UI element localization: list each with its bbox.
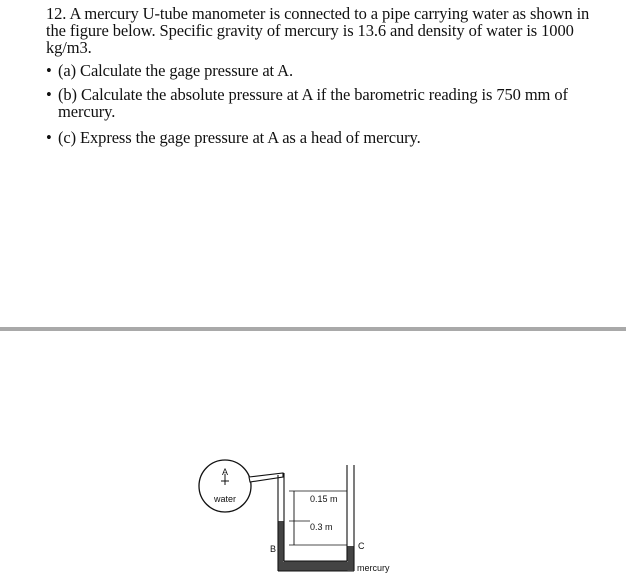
water-label: water — [214, 494, 237, 504]
manometer-diagram — [190, 455, 420, 579]
question-a — [46, 62, 606, 79]
problem-statement — [46, 5, 606, 146]
bullet-icon: • — [46, 128, 52, 147]
question-c-text: (c) Express the gage pressure at A as a head of mercury. — [58, 128, 421, 147]
question-a-text: (a) Calculate the gage pressure at A. — [58, 61, 293, 80]
bullet-icon: • — [46, 85, 52, 104]
mercury-label: mercury — [357, 563, 390, 573]
point-c-label: C — [358, 541, 365, 551]
slide-divider — [0, 327, 626, 331]
question-b — [46, 86, 606, 120]
manometer-figure — [190, 455, 420, 579]
point-a-label: A — [222, 467, 229, 477]
question-b-text: (b) Calculate the absolute pressure at A if the barometric reading is 750 mm of mercury. — [58, 85, 568, 121]
right-limb-mercury — [348, 546, 354, 571]
bend-mercury — [279, 562, 354, 571]
dimension-upper-label: 0.15 m — [310, 494, 338, 504]
question-list — [46, 62, 606, 146]
bullet-icon: • — [46, 61, 52, 80]
problem-intro: 12. A mercury U-tube manometer is connected to a pipe carrying water as shown in the figure below. Specific gravity of mercury is 13.6 and density of water is 1000 kg/m3. — [46, 4, 590, 57]
point-b-label: B — [270, 544, 277, 554]
dimension-lower-label: 0.3 m — [310, 522, 333, 532]
question-c — [46, 129, 606, 146]
